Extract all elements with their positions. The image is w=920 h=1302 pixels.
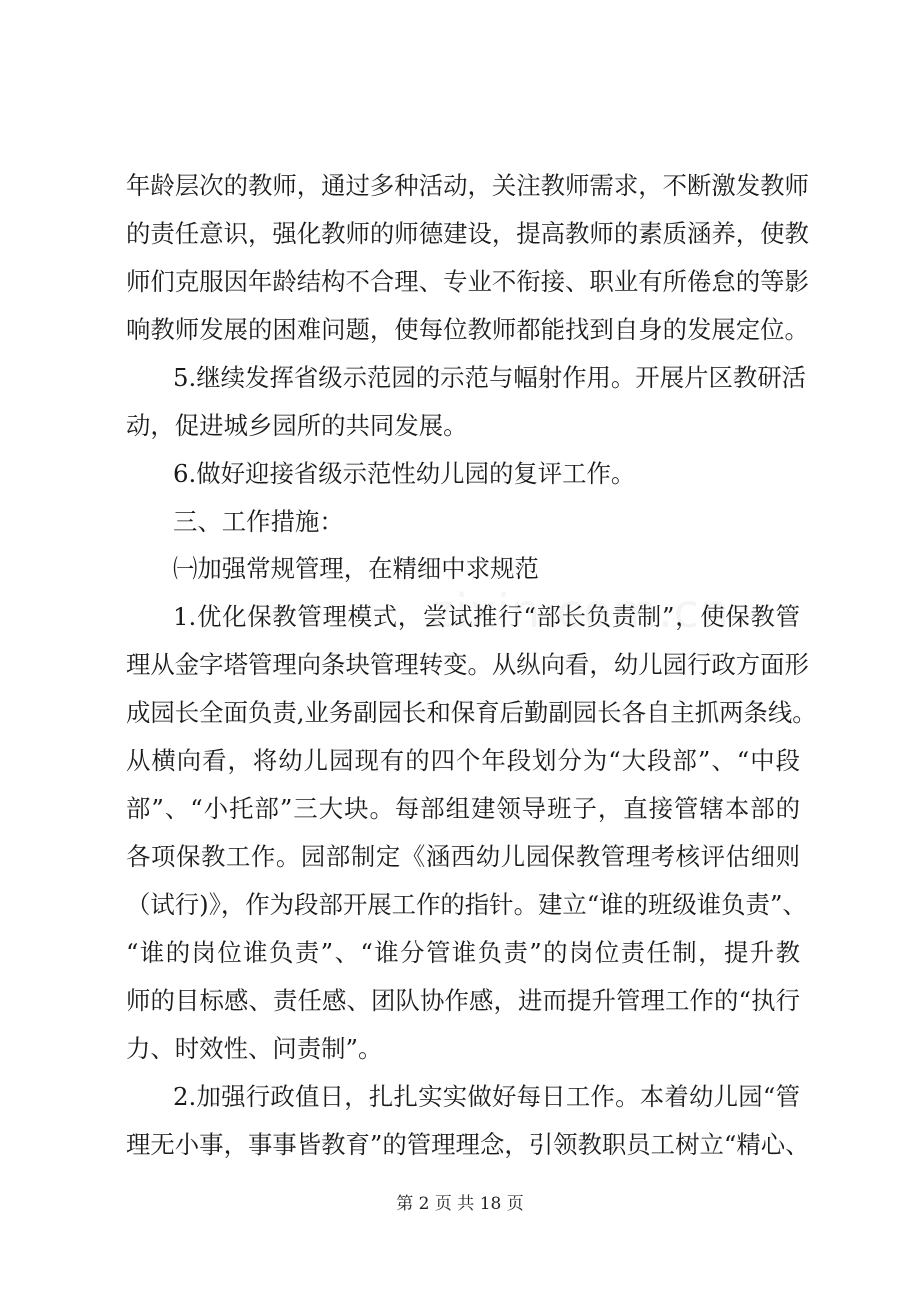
body-line-15: 各项保教工作。园部制定《涵西幼儿园保教管理考核评估细则 — [126, 842, 800, 871]
body-line-21: 理无小事，事事皆教育”的管理理念，引领教职员工树立“精心、 — [126, 1130, 810, 1159]
page-footer: 第 2 页 共 18 页 — [396, 1194, 524, 1214]
body-line-1: 年龄层次的教师，通过多种活动，关注教师需求，不断激发教师 — [126, 171, 809, 200]
section-heading: 三、工作措施： — [173, 507, 344, 536]
body-line-6: 动，促进城乡园所的共同发展。 — [126, 411, 468, 440]
body-line-10: 1.优化保教管理模式，尝试推行“部长负责制”，使保教管 — [173, 602, 800, 631]
body-line-11: 理从金字塔管理向条块管理转变。从纵向看，幼儿园行政方面形 — [126, 650, 809, 679]
body-line-5: 5.继续发挥省级示范园的示范与幅射作用。开展片区教研活 — [173, 363, 807, 392]
body-line-2: 的责任意识，强化教师的师德建设，提高教师的素质涵养，使教 — [126, 219, 809, 248]
body-line-12: 成园长全面负责,业务副园长和保育后勤副园长各自主抓两条线。 — [126, 698, 817, 727]
body-line-3: 师们克服因年龄结构不合理、专业不衔接、职业有所倦怠的等影 — [126, 267, 809, 296]
body-line-13: 从横向看，将幼儿园现有的四个年段划分为“大段部”、“中段 — [126, 746, 800, 775]
subsection-heading: ㈠加强常规管理，在精细中求规范 — [173, 554, 539, 583]
body-line-4: 响教师发展的困难问题，使每位教师都能找到自身的发展定位。 — [126, 315, 809, 344]
body-line-18: 师的目标感、责任感、团队协作感，进而提升管理工作的“执行 — [126, 986, 800, 1015]
body-line-17: “谁的岗位谁负责”、“谁分管谁负责”的岗位责任制，提升教 — [126, 938, 800, 967]
body-line-16: （试行)》，作为段部开展工作的指针。建立“谁的班级谁负责”、 — [126, 890, 807, 919]
body-line-20: 2.加强行政值日，扎扎实实做好每日工作。本着幼儿园“管 — [173, 1082, 800, 1111]
body-line-7: 6.做好迎接省级示范性幼儿园的复评工作。 — [173, 459, 636, 488]
body-line-14: 部”、“小托部”三大块。每部组建领导班子，直接管辖本部的 — [126, 794, 800, 823]
body-line-19: 力、时效性、问责制”。 — [126, 1034, 383, 1063]
